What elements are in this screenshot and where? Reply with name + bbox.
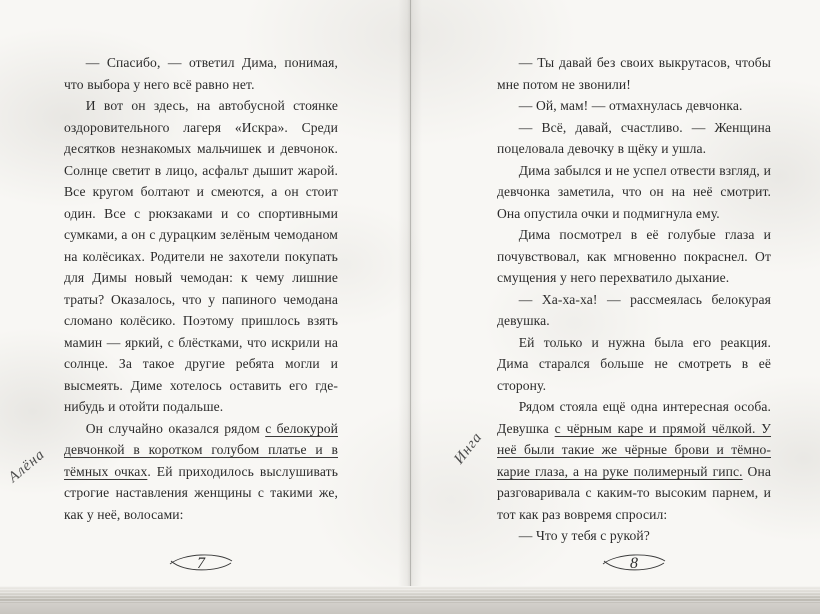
paragraph [64,95,338,418]
page-number-left-ornament [166,550,236,576]
text-run: Она разговаривала с каким-то высоким парнем, и тот как раз вовремя спросил: [497,463,771,522]
text-run: — Ты давай без своих выкрутасов, чтобы мне потом не звонили! [497,55,771,92]
margin-note-alena: Алёна [5,446,49,486]
text-run: Ей только и нужна была его реакция. Дима старался больше не смотреть в её сторону. [497,334,771,393]
underlined-passage: с чёрным каре и прямой чёлкой. У неё были такие же чёрные брови и тёмно-карие глаза, а на руке полимерный гипс. [497,420,772,479]
text-run: Рядом стояла ещё одна интересная особа. Девушка [497,399,771,436]
book-page-edges [0,586,820,603]
paragraph [497,332,771,397]
text-run: Он случайно оказался рядом [85,420,266,436]
page-number-right-ornament [599,550,669,576]
paragraph [64,52,338,95]
underlined-passage: с белокурой девчонкой в коротком голубом платье и в тёмных очках [64,420,338,479]
folio-flourish-icon [599,550,669,576]
paragraph [497,396,771,525]
text-run: — Ха-ха-ха! — рассмеялась белокурая девушка. [497,291,771,328]
page-gutter-line [410,0,411,588]
page-number-left: 7 [197,555,205,572]
text-run: . Ей приходилось выслушивать строгие наставления женщины с такими же, как у неё, волосами: [64,463,338,522]
text-run: — Всё, давай, счастливо. — Женщина поцеловала девочку в щёку и ушла. [497,119,771,156]
text-run: И вот он здесь, на автобусной стоянке оздоровительного лагеря «Искра». Среди десятков незнакомых мальчишек и девчонок. Солнце светит в лицо, асфальт дышит жарой. Все кругом болтают и смеются, а он стоит один. Все с рюкзаками и со спортивными сумками, а он с дурацким зелёным чемоданом на колёсиках. Родители не захотели покупать для Димы новый чемодан: к чему лишние траты? Оказалось, что у папиного чемодана сломано колёсико. Поэтому пришлось взять мамин — яркий, с блёстками, что искрили на солнце. За такое другие ребята могли и высмеять. Диме хотелось оставить его где-нибудь и отойти подальше. [64,98,338,414]
background-surface [0,603,820,614]
left-page-text [64,52,338,525]
paragraph [497,52,771,95]
page-number-right: 8 [630,555,638,572]
paragraph [497,289,771,332]
folio-flourish-icon [166,550,236,576]
paragraph [497,525,771,547]
text-run: — Что у тебя с рукой? [518,528,650,543]
text-run: Дима забылся и не успел отвести взгляд, и девчонка заметила, что он на неё смотрит. Она опустила очки и подмигнула ему. [497,162,771,221]
text-run: Дима посмотрел в её голубые глаза и почувствовал, как мгновенно покраснел. От смущения у него перехватило дыхание. [497,227,771,285]
right-page-text [497,52,771,547]
paragraph [64,418,338,526]
paragraph [497,95,771,117]
paragraph [497,117,771,160]
text-run: — Спасибо, — ответил Дима, понимая, что выбора у него всё равно нет. [64,55,338,92]
margin-note-inga: Инга [451,429,486,468]
paragraph [497,224,771,289]
text-run: — Ой, мам! — отмахнулась девчонка. [518,98,743,113]
paragraph [497,160,771,225]
